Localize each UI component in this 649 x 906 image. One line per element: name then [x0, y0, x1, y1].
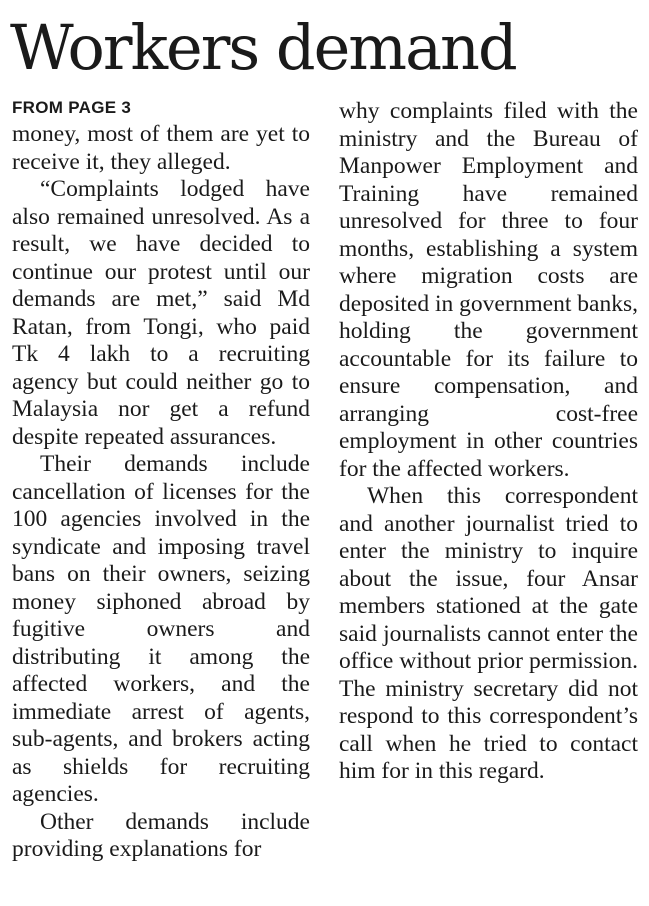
jump-line: FROM PAGE 3 [12, 98, 132, 117]
paragraph: money, most of them are yet to receive it, they alleged. [12, 121, 310, 175]
headline: Workers demand [10, 11, 516, 84]
paragraph: Other demands include providing explanations for [12, 808, 310, 862]
paragraph: “Complaints lodged have also remained unresolved. As a result, we have decided to continue our protest until our demands are met,” said Md Ratan, from Tongi, who paid Tk 4 lakh to a recruiting agency but could neither go to Malaysia nor get a refund despite repeated assurances. [12, 176, 310, 450]
paragraph: Their demands include cancellation of licenses for the 100 agencies involved in the syndicate and imposing travel bans on their owners, seizing money siphoned abroad by fugitive owners and distributing it among the affected workers, and the immediate arrest of agents, sub-agents, and brokers acting as shields for recruiting agencies. [12, 451, 310, 807]
paragraph: When this correspondent and another journalist tried to enter the ministry to inquire about the issue, four Ansar members stationed at the gate said journalists cannot enter the office without prior permission. The ministry secretary did not respond to this correspondent’s call when he tried to contact him for in this regard. [339, 483, 638, 784]
paragraph: why complaints filed with the ministry and the Bureau of Manpower Employment and Training have remained unresolved for three to four months, establishing a system where migration costs are deposited in government banks, holding the government accountable for its failure to ensure compensation, and arranging cost-free employment in other countries for the affected workers. [339, 98, 638, 482]
article-column-left [12, 98, 310, 864]
article-column-right [339, 98, 638, 786]
